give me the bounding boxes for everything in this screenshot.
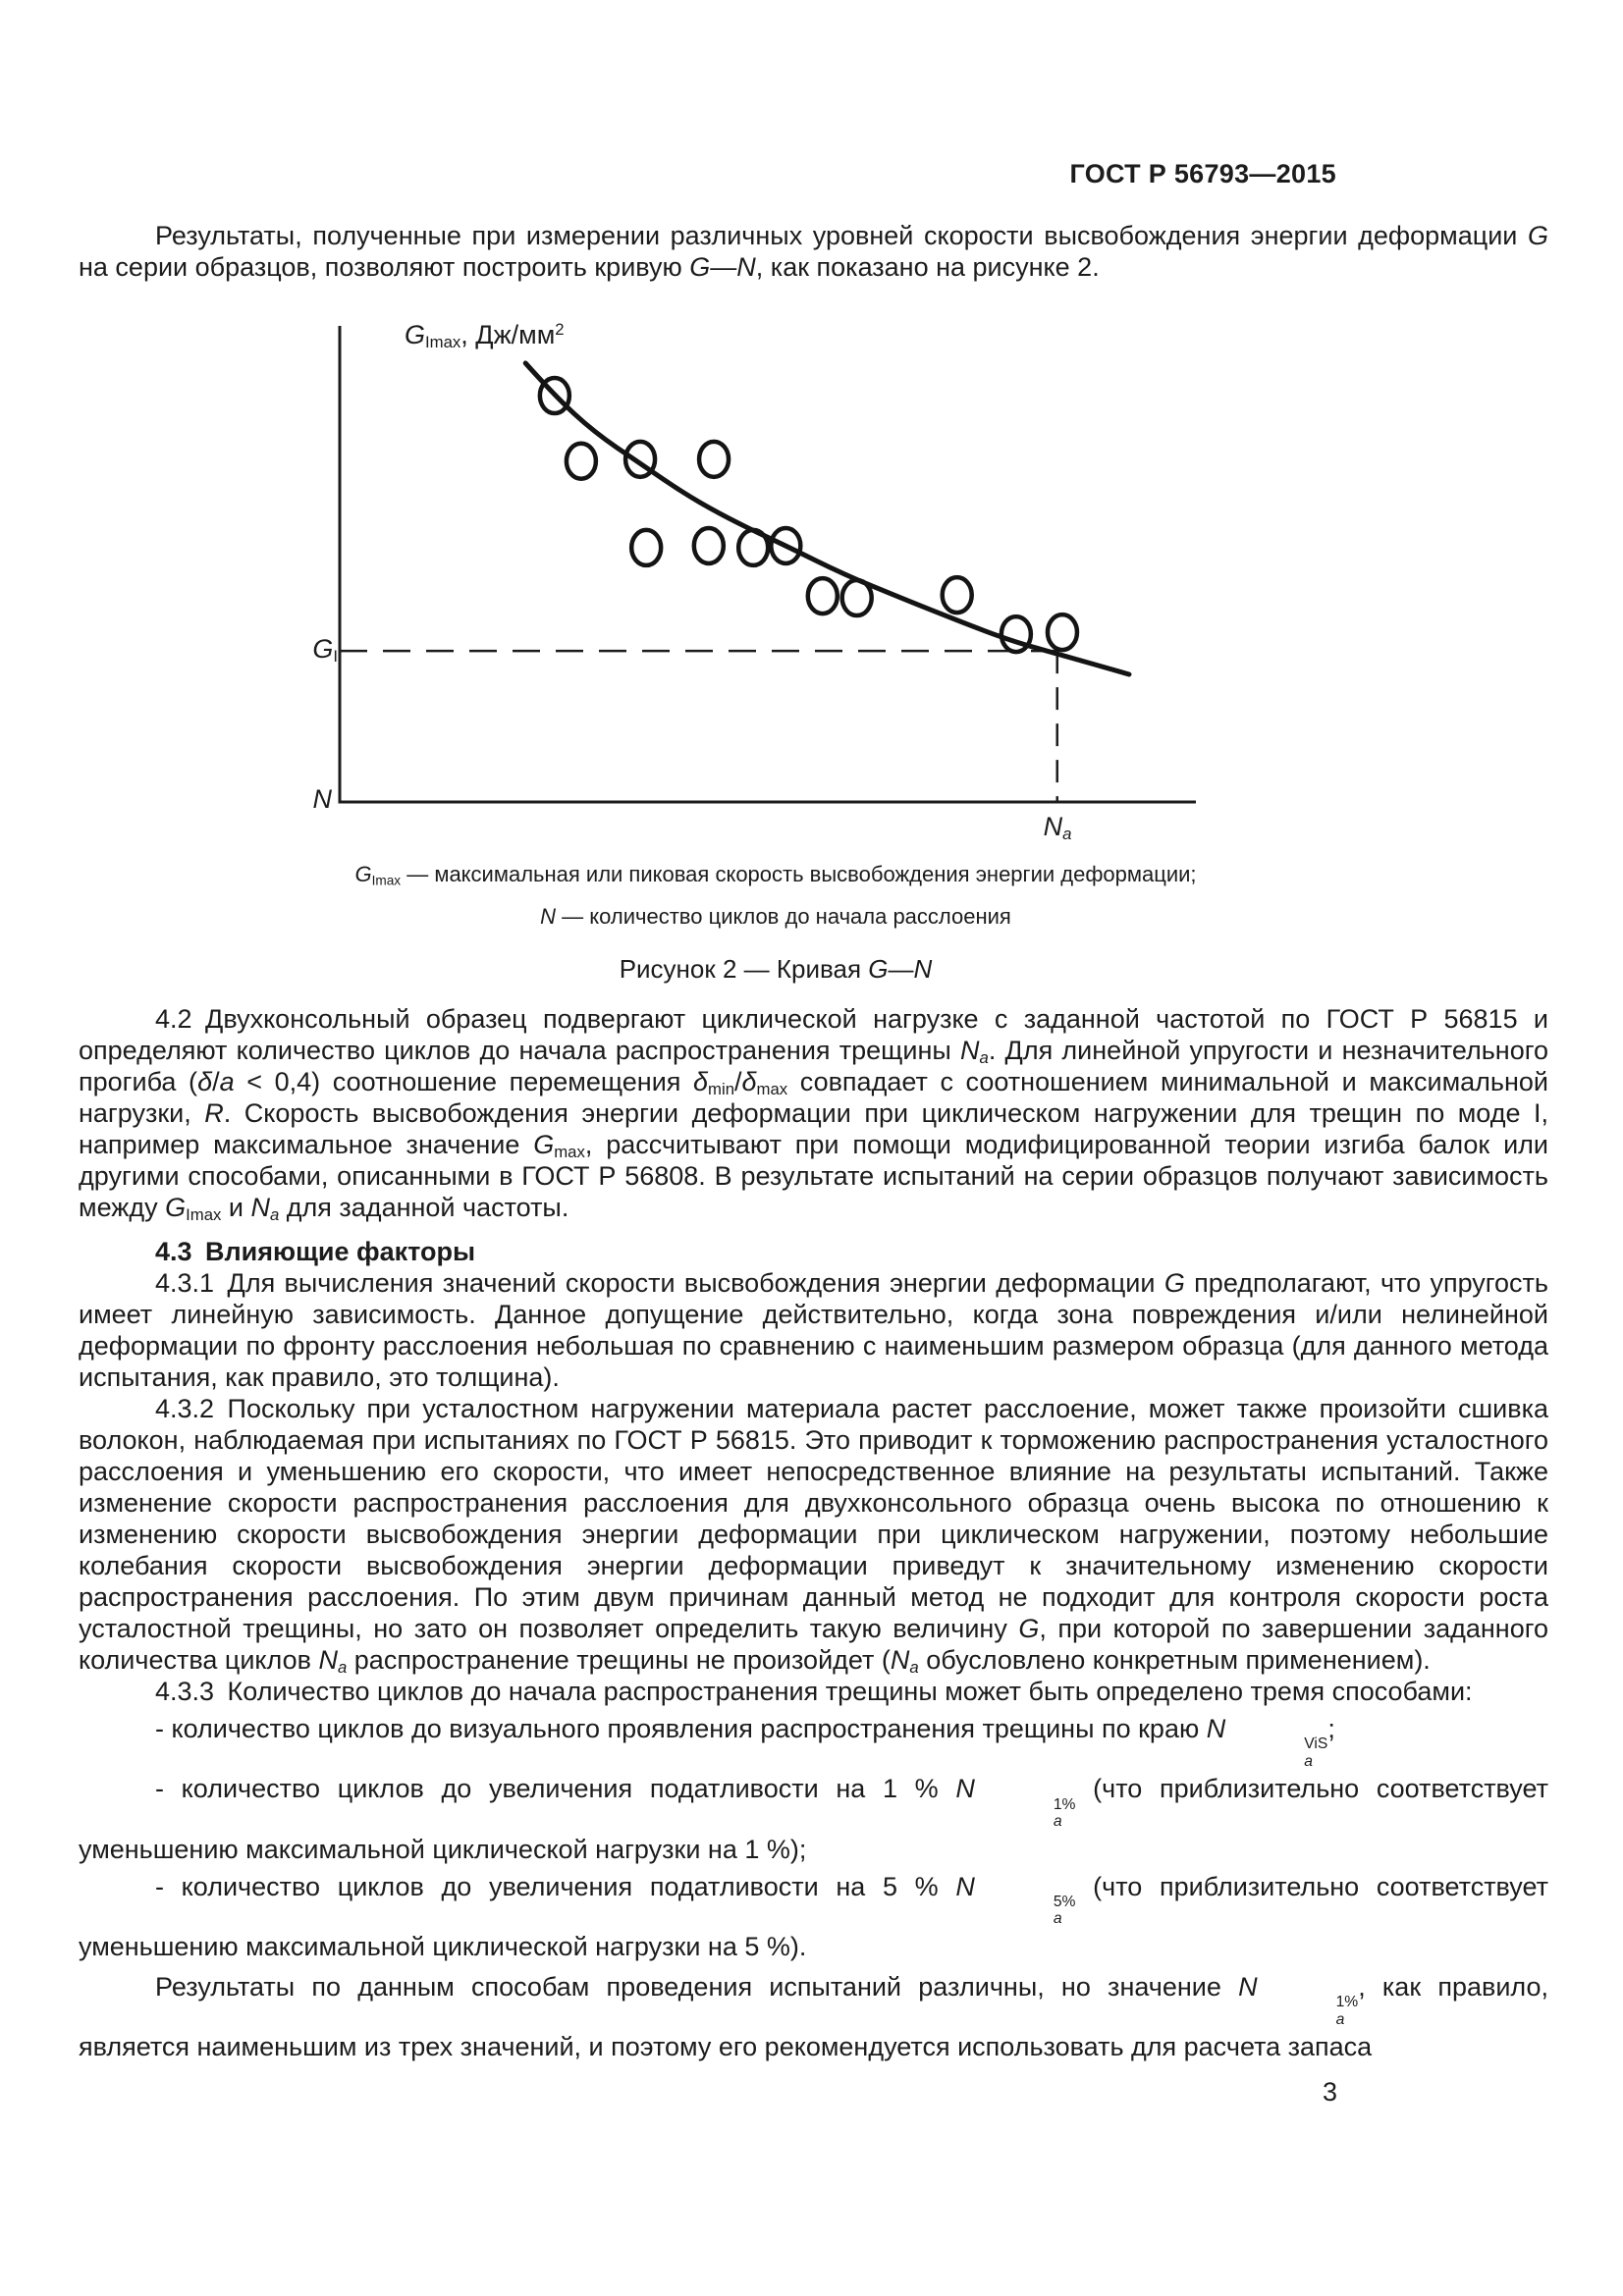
x-axis-origin-label: N [312,784,332,814]
data-point [699,442,729,477]
data-point [631,530,661,565]
page-header: ГОСТ Р 56793—2015 [1069,159,1336,188]
data-point [1048,614,1077,650]
gn-curve-chart [295,304,1237,854]
data-point [808,578,838,614]
intro-paragraph: Результаты, полученные при измерении различных уровней скорости высвобождения энергии деформации G на серии образцов, позволяют построить кривую G—N, как показано на рисунке 2. [79,221,1548,282]
x-threshold-label: $N_a$ [1043,812,1072,844]
figure-title: Рисунок 2 — Кривая G—N [619,954,933,984]
data-point [842,580,872,615]
y-axis-label: $G_{Imax}$, $Дж/мм^2$ [405,319,565,352]
stacked-subsup: 1% a [1053,1795,1076,1831]
page-number: 3 [1322,2077,1337,2107]
figure-caption-line2: N — количество циклов до начала расслоения [540,904,1011,929]
data-point [943,577,972,613]
gn-fitted-curve [525,363,1129,674]
paragraph-4-3-2: 4.3.2 Поскольку при усталостном нагружении материала растет расслоение, может также произойти сшивка волокон, наблюдаемая при испытаниях по ГОСТ Р 56815. Это приводит к торможению распространения усталостного расслоения и уменьшению его скорости, что имеет непосредственное влияние на результаты испытаний. Также изменение скорости распространения расслоения для двухконсольного образца очень высока по отношению к изменению скорости высвобождения энергии деформации при циклическом нагружении, поэтому небольшие колебания скорости высвобождения энергии деформации приведут к значительному изменению скорости распространения расслоения. По этим двум причинам данный метод не подходит для контроля скорости роста усталостной трещины, но зато он позволяет определить такую величину G, при которой по завершении заданного количества циклов $N_a$ распространение трещины не произойдет ($N_a$ обусловлено конкретным применением). [79,1394,1548,1678]
data-point [694,528,724,563]
heading-4-3: 4.3 Влияющие факторы [155,1237,476,1266]
data-point [1001,616,1031,652]
data-point [738,530,768,565]
figure-2 [295,304,1237,854]
stacked-subsup: 5% a [1053,1893,1076,1928]
paragraph-4-2: 4.2 Двухконсольный образец подвергают циклической нагрузке с заданной частотой по ГОСТ Р 56815 и определяют количество циклов до начала распространения трещины $N_a$. Для линейной упругости и незначительного прогиба (δ/a < 0,4) соотношение перемещения $\delta_{min}/\delta_{max}$ совпадает с соотношением минимальной и максимальной нагрузки, R. Скорость высвобождения энергии деформации при циклическом нагружении для трещин по моде I, например максимальное значение $G_{max}$, рассчитывают при помощи модифицированной теории изгиба балок или другими способами, описанными в ГОСТ Р 56808. В результате испытаний на серии образцов получают зависимость между $G_{Imax}$ и $N_a$ для заданной частоты. [79,1004,1549,1225]
figure-caption-line1: $G_{Imax}$ — максимальная или пиковая скорость высвобождения энергии деформации; [354,862,1197,888]
list-item-1pct: - количество циклов до увеличения податливости на 1 % N 1% a (что приблизительно соответствует уменьшению максимальной циклической нагрузки на 1 %); [79,1774,1548,1864]
list-item-vis: - количество циклов до визуального проявления распространения трещины по краю N ViS a ; [155,1714,1335,1770]
stacked-subsup: 1% a [1335,1994,1359,2028]
list-item-5pct: - количество циклов до увеличения податливости на 5 % N 5% a (что приблизительно соответствует уменьшению максимальной циклической нагрузки на 5 %). [79,1871,1548,1961]
stacked-subsup: ViS a [1304,1735,1328,1770]
chart-axes [340,326,1196,802]
paragraph-4-3-3: 4.3.3 Количество циклов до начала распространения трещины может быть определено тремя способами: [155,1677,1473,1706]
data-point [567,444,596,479]
main-text [79,1003,1548,2065]
closing-paragraph: Результаты по данным способам проведения испытаний различны, но значение N 1% a , как правило, является наименьшим из трех значений, и поэтому его рекомендуется использовать для расчета запаса [79,1971,1548,2062]
paragraph-4-3-1: 4.3.1 Для вычисления значений скорости высвобождения энергии деформации G предполагают, что упругость имеет линейную зависимость. Данное допущение действительно, когда зона повреждения и/или нелинейной деформации по фронту расслоения небольшая по сравнению с наименьшим размером образца (для данного метода испытания, как правило, это толщина). [79,1268,1548,1392]
y-threshold-label: $G_I$ [312,634,338,667]
chart-dynamic-layer [340,363,1129,802]
